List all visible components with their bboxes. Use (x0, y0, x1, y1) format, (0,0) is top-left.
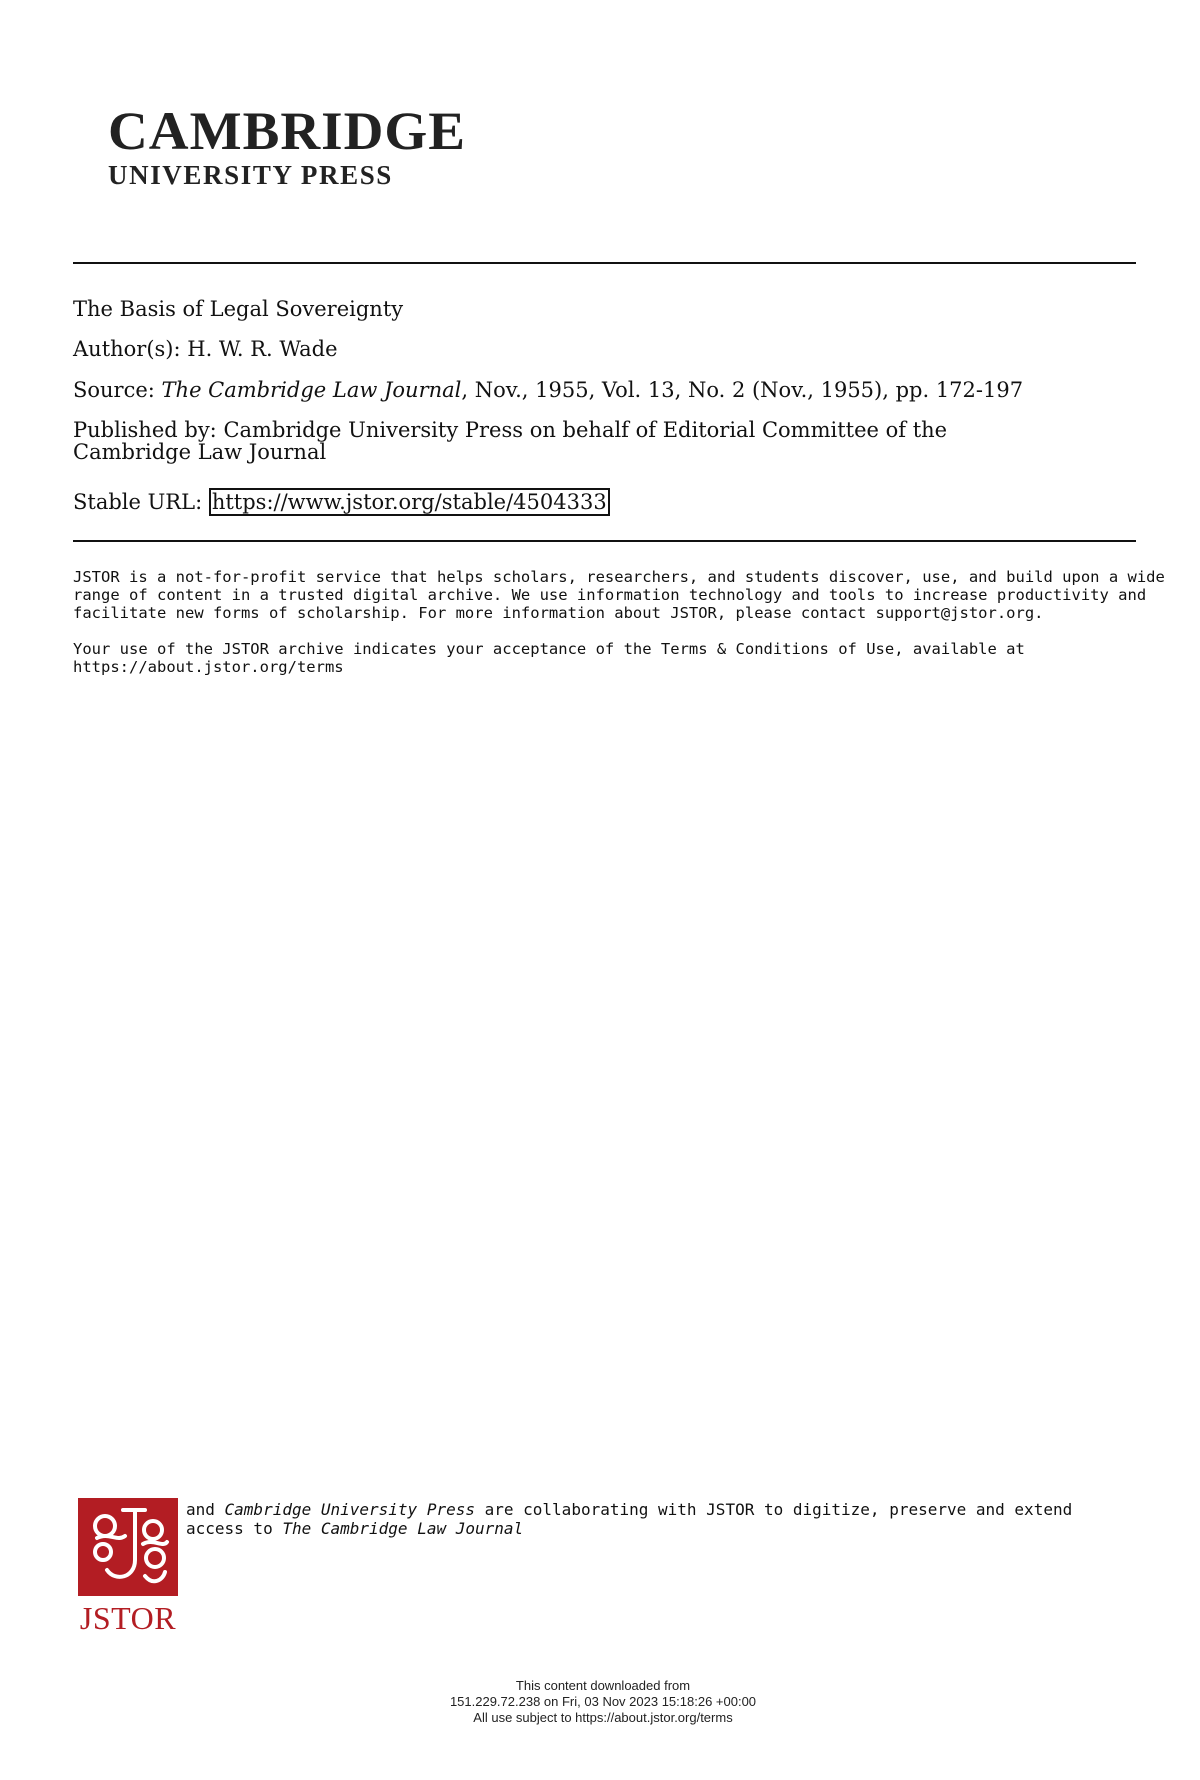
source-journal: The Cambridge Law Journal (161, 378, 462, 402)
collab-part-2: are collaborating with JSTOR to digitize, preserve and extend (474, 1500, 1073, 1519)
published-line-2: Cambridge Law Journal (73, 440, 327, 464)
jstor-description-line-1: JSTOR is a not-for-profit service that helps scholars, researchers, and students discover, use, and build upon a wide (73, 568, 1165, 586)
article-publisher (73, 419, 947, 463)
terms-link[interactable]: https://about.jstor.org/terms (73, 658, 344, 676)
stable-url-row (73, 491, 610, 513)
download-footer (0, 1678, 1200, 1726)
published-label: Published by: (73, 418, 217, 442)
footer-line-2: 151.229.72.238 on Fri, 03 Nov 2023 15:18:26 +00:00 (449, 1694, 757, 1709)
article-title: The Basis of Legal Sovereignty (73, 297, 404, 321)
collab-journal: The Cambridge Law Journal (282, 1519, 524, 1538)
logo-line-university-press: UNIVERSITY PRESS (108, 160, 393, 190)
source-label: Source: (73, 378, 155, 402)
jstor-description (73, 568, 1165, 622)
cambridge-university-press-logo (108, 101, 480, 190)
published-line-1: Cambridge University Press on behalf of Editorial Committee of the (223, 418, 948, 442)
middle-divider (73, 540, 1136, 542)
collab-publisher: Cambridge University Press (224, 1500, 475, 1519)
article-source (73, 379, 1023, 401)
logo-line-cambridge: CAMBRIDGE (108, 101, 467, 161)
jstor-wordmark: JSTOR (79, 1600, 177, 1636)
collab-part-1: and (186, 1500, 225, 1519)
jstor-emblem-icon (78, 1498, 178, 1596)
footer-line-1: This content downloaded from (515, 1678, 691, 1693)
source-details: , Nov., 1955, Vol. 13, No. 2 (Nov., 1955), pp. 172-197 (461, 378, 1024, 402)
terms-notice (73, 640, 1143, 676)
terms-line-1: Your use of the JSTOR archive indicates your acceptance of the Terms & Conditions of Use, available at (73, 640, 1025, 658)
jstor-description-line-3: facilitate new forms of scholarship. For more information about JSTOR, please contact support@jstor.org. (73, 604, 1044, 622)
collab-part-3: access to (186, 1519, 283, 1538)
footer-line-3: All use subject to https://about.jstor.org/terms (473, 1710, 733, 1725)
top-divider (73, 262, 1136, 264)
author-name: H. W. R. Wade (187, 337, 338, 361)
collaboration-notice (186, 1500, 1072, 1538)
jstor-logo (78, 1498, 178, 1634)
jstor-description-line-2: range of content in a trusted digital archive. We use information technology and tools to increase productivity and (73, 586, 1147, 604)
stable-url-link[interactable]: https://www.jstor.org/stable/4504333 (209, 488, 610, 516)
stable-url-label: Stable URL: (73, 490, 203, 514)
jstor-ornament-icon (83, 1502, 173, 1592)
article-author (73, 338, 338, 360)
author-label: Author(s): (73, 337, 181, 361)
